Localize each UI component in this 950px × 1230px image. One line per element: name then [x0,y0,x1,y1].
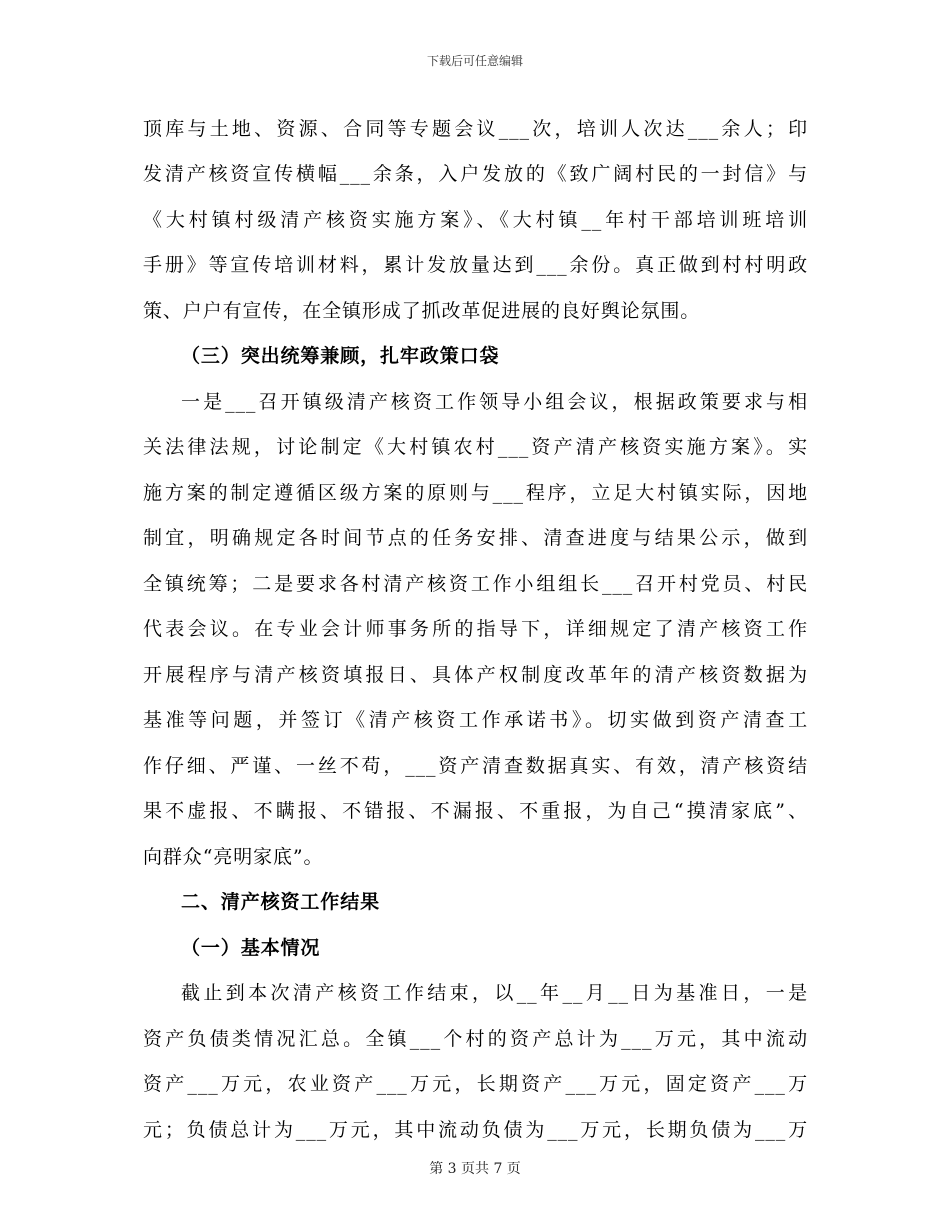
paragraph-line: 截止到本次清产核资工作结束，以__年__月__日为基准日，一是 [181,982,808,1004]
subsection-heading: （一）基本情况 [181,937,321,959]
paragraph-line: 发清产核资宣传横幅___余条，入户发放的《致广阔村民的一封信》与 [143,163,808,185]
paragraph-line: 手册》等宣传培训材料，累计发放量达到___余份。真正做到村村明政 [143,254,808,276]
page-header: 下载后可任意编辑 [426,54,523,68]
section-heading: 二、清产核资工作结果 [181,891,381,913]
section-heading: （三）突出统筹兼顾，扎牢政策口袋 [181,345,500,367]
paragraph-line: 元；负债总计为___万元，其中流动负债为___万元，长期负债为___万 [143,1119,808,1141]
paragraph-line: 作仔细、严谨、一丝不苟，___资产清查数据真实、有效，清产核资结 [143,755,808,777]
paragraph-line: 果不虚报、不瞒报、不错报、不漏报、不重报，为自己“摸清家底”、 [143,800,808,822]
paragraph-line: 《大村镇村级清产核资实施方案》、《大村镇__年村干部培训班培训 [143,209,808,231]
paragraph-line: 开展程序与清产核资填报日、具体产权制度改革年的清产核资数据为 [143,664,808,686]
paragraph-line: 全镇统筹；二是要求各村清产核资工作小组组长___召开村党员、村民 [143,573,808,595]
paragraph-line: 策、户户有宣传，在全镇形成了抓改革促进展的良好舆论氛围。 [143,300,701,322]
paragraph-line: 向群众“亮明家底”。 [143,846,324,868]
paragraph-line: 基准等问题，并签订《清产核资工作承诺书》。切实做到资产清查工 [143,709,808,731]
paragraph-line: 一是___召开镇级清产核资工作领导小组会议，根据政策要求与相 [181,391,808,413]
paragraph-line: 资产负债类情况汇总。全镇___个村的资产总计为___万元，其中流动 [143,1028,808,1050]
paragraph-line: 制宜，明确规定各时间节点的任务安排、清查进度与结果公示，做到 [143,527,808,549]
paragraph-line: 代表会议。在专业会计师事务所的指导下，详细规定了清产核资工作 [143,618,808,640]
paragraph-line: 资产___万元，农业资产___万元，长期资产___万元，固定资产___万 [143,1073,808,1095]
paragraph-line: 施方案的制定遵循区级方案的原则与___程序，立足大村镇实际，因地 [143,482,808,504]
page-footer: 第 3 页共 7 页 [429,1161,521,1177]
paragraph-line: 顶库与土地、资源、合同等专题会议___次，培训人次达___余人；印 [143,118,808,140]
paragraph-line: 关法律法规，讨论制定《大村镇农村___资产清产核资实施方案》。实 [143,436,808,458]
